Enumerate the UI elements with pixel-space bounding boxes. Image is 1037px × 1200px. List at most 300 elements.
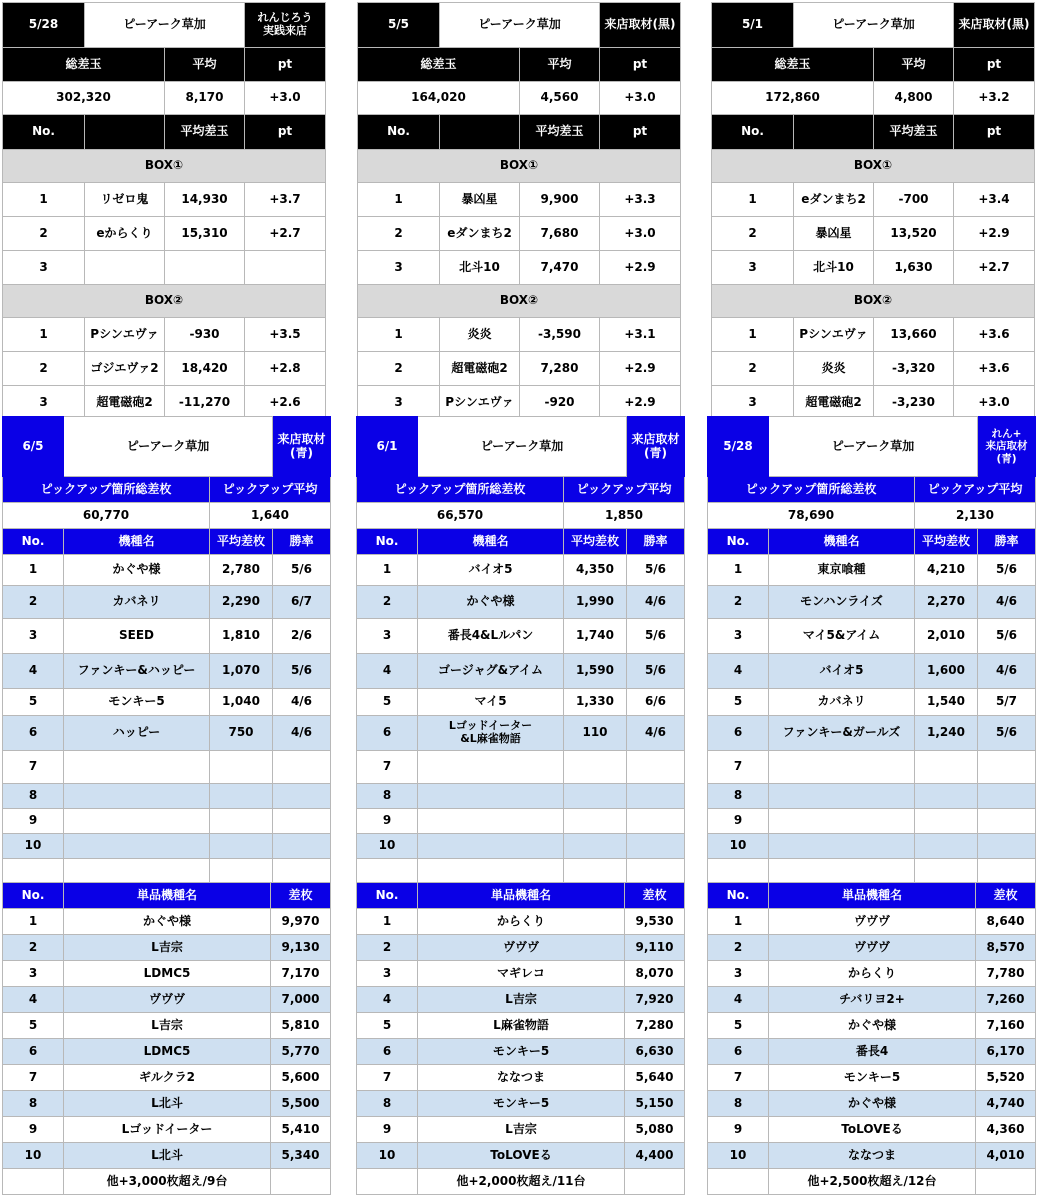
store-name: ピーアーク草加	[418, 417, 627, 477]
avg-diff	[564, 809, 627, 834]
machine-name: LDMC5	[64, 961, 271, 987]
row-no: 6	[3, 1039, 64, 1065]
row-no: 6	[708, 1039, 769, 1065]
row-no: 3	[358, 386, 440, 420]
machine-name: ファンキー&ハッピー	[64, 654, 210, 689]
single-header-diff: 差枚	[625, 883, 685, 909]
store-name: ピーアーク草加	[794, 3, 954, 48]
machine-name: Lゴッドイーター &L麻雀物語	[418, 716, 564, 751]
pt-value: +2.9	[954, 217, 1035, 251]
col-header-blank	[85, 115, 165, 150]
row-no: 9	[708, 809, 769, 834]
row-no: 2	[712, 217, 794, 251]
win-rate	[273, 834, 331, 859]
ranking-panel-top-3	[711, 2, 1034, 420]
avg-diff	[915, 784, 978, 809]
single-row	[708, 1091, 1036, 1117]
win-rate: 6/7	[273, 586, 331, 619]
machine-name: Pシンエヴァ	[440, 386, 520, 420]
single-row	[357, 987, 685, 1013]
row-no: 2	[3, 586, 64, 619]
row-no: 3	[712, 386, 794, 420]
machine-name: 超電磁砲2	[440, 352, 520, 386]
summary-header-pt: pt	[954, 48, 1035, 82]
single-row	[3, 987, 331, 1013]
event-date: 5/28	[708, 417, 769, 477]
avg-diff: 1,070	[210, 654, 273, 689]
row-no: 6	[357, 716, 418, 751]
machine-name: ToLOVEる	[418, 1143, 625, 1169]
col-header-no: No.	[358, 115, 440, 150]
box2-label: BOX②	[712, 285, 1035, 318]
machine-name: ハッピー	[64, 716, 210, 751]
summary-header-total: 総差玉	[3, 48, 165, 82]
win-rate	[273, 784, 331, 809]
table-row	[708, 689, 1036, 716]
single-row	[3, 1065, 331, 1091]
row-no: 6	[357, 1039, 418, 1065]
machine-name: L吉宗	[64, 1013, 271, 1039]
avg-diff: 7,470	[520, 251, 600, 285]
col-header-avg: 平均差玉	[520, 115, 600, 150]
summary-header-average: 平均	[874, 48, 954, 82]
table-row	[3, 784, 331, 809]
avg-diff: 1,810	[210, 619, 273, 654]
machine-name: ななつま	[769, 1143, 976, 1169]
machine-name: チバリヨ2+	[769, 987, 976, 1013]
diff-value: 4,740	[976, 1091, 1036, 1117]
machine-name: マイ5	[418, 689, 564, 716]
pickup-average-value: 2,130	[915, 503, 1036, 529]
machine-name	[418, 751, 564, 784]
single-row	[357, 935, 685, 961]
table-row	[358, 217, 681, 251]
row-no: 8	[357, 784, 418, 809]
box1-label: BOX①	[712, 150, 1035, 183]
avg-diff: 750	[210, 716, 273, 751]
box2-label: BOX②	[358, 285, 681, 318]
table-row	[358, 386, 681, 420]
avg-diff: 1,990	[564, 586, 627, 619]
win-rate: 4/6	[273, 716, 331, 751]
col-header-no: No.	[712, 115, 794, 150]
diff-value: 7,280	[625, 1013, 685, 1039]
machine-name: ななつま	[418, 1065, 625, 1091]
machine-name: ゴジエヴァ2	[85, 352, 165, 386]
single-row	[3, 961, 331, 987]
avg-diff: -11,270	[165, 386, 245, 420]
summary-header-total: 総差玉	[712, 48, 874, 82]
row-no: 10	[3, 834, 64, 859]
single-row	[708, 935, 1036, 961]
machine-name: ToLOVEる	[769, 1117, 976, 1143]
avg-diff: 13,520	[874, 217, 954, 251]
row-no: 7	[708, 1065, 769, 1091]
table-row	[3, 689, 331, 716]
row-no: 4	[357, 987, 418, 1013]
row-no: 1	[3, 183, 85, 217]
col-header-machine: 機種名	[769, 529, 915, 555]
machine-name: かぐや様	[418, 586, 564, 619]
machine-name: ファンキー&ガールズ	[769, 716, 915, 751]
row-no: 9	[3, 809, 64, 834]
table-row	[712, 183, 1035, 217]
row-no: 8	[708, 1091, 769, 1117]
single-header-no: No.	[708, 883, 769, 909]
machine-name: 炎炎	[440, 318, 520, 352]
pt-value: +2.7	[954, 251, 1035, 285]
table-row	[712, 251, 1035, 285]
row-no: 1	[708, 909, 769, 935]
table-row	[358, 251, 681, 285]
pt-value: +3.7	[245, 183, 326, 217]
col-header-machine: 機種名	[64, 529, 210, 555]
avg-diff: 13,660	[874, 318, 954, 352]
diff-value: 7,780	[976, 961, 1036, 987]
table-row	[3, 352, 326, 386]
table-row	[708, 716, 1036, 751]
machine-name: SEED	[64, 619, 210, 654]
pt-value: +3.6	[954, 318, 1035, 352]
machine-name: 番長4&Lルパン	[418, 619, 564, 654]
table-row	[708, 784, 1036, 809]
event-note: れん+ 来店取材 (青)	[978, 417, 1036, 477]
table-row	[358, 183, 681, 217]
pt-value	[245, 251, 326, 285]
spacer-cell	[915, 859, 978, 883]
diff-value: 6,170	[976, 1039, 1036, 1065]
single-row	[357, 1013, 685, 1039]
pt-value: +2.8	[245, 352, 326, 386]
row-no: 7	[357, 751, 418, 784]
pt-value: +3.0	[954, 386, 1035, 420]
machine-name: かぐや様	[769, 1091, 976, 1117]
avg-diff: -930	[165, 318, 245, 352]
single-row	[357, 1091, 685, 1117]
table-row	[357, 716, 685, 751]
table-row	[3, 619, 331, 654]
row-no: 3	[3, 961, 64, 987]
single-row	[3, 935, 331, 961]
row-no: 4	[3, 987, 64, 1013]
diff-value: 5,600	[271, 1065, 331, 1091]
machine-name: ヴヴヴ	[769, 935, 976, 961]
row-no: 9	[3, 1117, 64, 1143]
row-no: 1	[358, 183, 440, 217]
col-header-avg: 平均差枚	[564, 529, 627, 555]
machine-name: ゴージャグ&アイム	[418, 654, 564, 689]
store-name: ピーアーク草加	[64, 417, 273, 477]
machine-name	[769, 784, 915, 809]
col-header-avg: 平均差枚	[915, 529, 978, 555]
diff-value: 9,130	[271, 935, 331, 961]
pt-value: +3.0	[600, 217, 681, 251]
row-no: 2	[3, 352, 85, 386]
row-no: 2	[358, 217, 440, 251]
store-name: ピーアーク草加	[85, 3, 245, 48]
machine-name: ヴヴヴ	[418, 935, 625, 961]
row-no: 3	[3, 251, 85, 285]
row-no: 4	[357, 654, 418, 689]
machine-name: Pシンエヴァ	[794, 318, 874, 352]
table-row	[712, 352, 1035, 386]
pt-value: +2.9	[600, 386, 681, 420]
col-header-winrate: 勝率	[627, 529, 685, 555]
spacer-cell	[3, 859, 64, 883]
diff-value: 5,080	[625, 1117, 685, 1143]
win-rate	[627, 834, 685, 859]
machine-name: L北斗	[64, 1091, 271, 1117]
table-row	[708, 654, 1036, 689]
avg-diff: -3,590	[520, 318, 600, 352]
win-rate: 5/6	[627, 654, 685, 689]
table-row	[3, 834, 331, 859]
machine-name: バイオ5	[769, 654, 915, 689]
row-no: 2	[357, 935, 418, 961]
row-no: 2	[708, 586, 769, 619]
row-no: 2	[712, 352, 794, 386]
avg-diff: 7,680	[520, 217, 600, 251]
pickup-average-value: 1,640	[210, 503, 331, 529]
summary-average-value: 4,800	[874, 82, 954, 115]
machine-name	[418, 784, 564, 809]
footer-blank	[357, 1169, 418, 1195]
single-header-diff: 差枚	[271, 883, 331, 909]
row-no: 3	[708, 619, 769, 654]
avg-diff: 1,040	[210, 689, 273, 716]
win-rate	[273, 809, 331, 834]
table-row	[357, 834, 685, 859]
row-no: 8	[3, 784, 64, 809]
col-header-avg: 平均差枚	[210, 529, 273, 555]
single-row	[708, 961, 1036, 987]
row-no: 2	[708, 935, 769, 961]
row-no: 1	[3, 318, 85, 352]
single-row	[3, 1013, 331, 1039]
col-header-machine: 機種名	[418, 529, 564, 555]
avg-diff	[915, 809, 978, 834]
event-date: 5/1	[712, 3, 794, 48]
summary-average-value: 4,560	[520, 82, 600, 115]
diff-value: 5,410	[271, 1117, 331, 1143]
ranking-panel-top-2	[357, 2, 680, 420]
pickup-average-header: ピックアップ平均	[915, 477, 1036, 503]
pt-value: +3.4	[954, 183, 1035, 217]
single-row	[708, 1039, 1036, 1065]
machine-name	[64, 809, 210, 834]
spacer-cell	[418, 859, 564, 883]
diff-value: 4,400	[625, 1143, 685, 1169]
machine-name: マイ5&アイム	[769, 619, 915, 654]
win-rate: 4/6	[978, 586, 1036, 619]
row-no: 10	[708, 834, 769, 859]
footer-blank	[625, 1169, 685, 1195]
row-no: 3	[357, 619, 418, 654]
pickup-total-header: ピックアップ箇所総差枚	[357, 477, 564, 503]
avg-diff: 1,740	[564, 619, 627, 654]
single-row	[708, 1013, 1036, 1039]
row-no: 1	[357, 909, 418, 935]
avg-diff: -3,230	[874, 386, 954, 420]
table-row	[3, 183, 326, 217]
table-row	[708, 555, 1036, 586]
machine-name: L吉宗	[418, 1117, 625, 1143]
table-row	[3, 654, 331, 689]
footer-blank	[271, 1169, 331, 1195]
table-row	[712, 318, 1035, 352]
spacer-cell	[210, 859, 273, 883]
row-no: 6	[708, 716, 769, 751]
pickup-average-header: ピックアップ平均	[210, 477, 331, 503]
win-rate: 4/6	[627, 716, 685, 751]
avg-diff: 1,240	[915, 716, 978, 751]
machine-name: かぐや様	[769, 1013, 976, 1039]
avg-diff: 15,310	[165, 217, 245, 251]
win-rate: 6/6	[627, 689, 685, 716]
single-header-machine: 単品機種名	[64, 883, 271, 909]
spacer-cell	[978, 859, 1036, 883]
diff-value: 7,260	[976, 987, 1036, 1013]
avg-diff: 1,630	[874, 251, 954, 285]
avg-diff	[564, 784, 627, 809]
table-row	[712, 386, 1035, 420]
box1-label: BOX①	[3, 150, 326, 183]
row-no: 3	[3, 386, 85, 420]
machine-name: モンキー5	[418, 1091, 625, 1117]
table-row	[712, 217, 1035, 251]
machine-name: Lゴッドイーター	[64, 1117, 271, 1143]
summary-header-total: 総差玉	[358, 48, 520, 82]
avg-diff: 18,420	[165, 352, 245, 386]
win-rate: 5/6	[978, 619, 1036, 654]
diff-value: 9,970	[271, 909, 331, 935]
pt-value: +2.7	[245, 217, 326, 251]
row-no: 2	[358, 352, 440, 386]
machine-name: ギルクラ2	[64, 1065, 271, 1091]
avg-diff: 14,930	[165, 183, 245, 217]
row-no: 5	[3, 689, 64, 716]
box1-label: BOX①	[358, 150, 681, 183]
single-row	[708, 1065, 1036, 1091]
table-row	[358, 318, 681, 352]
win-rate	[627, 751, 685, 784]
avg-diff: 1,540	[915, 689, 978, 716]
single-row	[708, 987, 1036, 1013]
pt-value: +3.6	[954, 352, 1035, 386]
win-rate: 5/6	[978, 555, 1036, 586]
row-no: 4	[3, 654, 64, 689]
pickup-total-value: 60,770	[3, 503, 210, 529]
machine-name: eからくり	[85, 217, 165, 251]
table-row	[357, 619, 685, 654]
col-header-avg: 平均差玉	[165, 115, 245, 150]
event-date: 5/28	[3, 3, 85, 48]
table-row	[3, 217, 326, 251]
row-no: 8	[708, 784, 769, 809]
single-row	[3, 1091, 331, 1117]
avg-diff: -920	[520, 386, 600, 420]
footer-note: 他+2,000枚超え/11台	[418, 1169, 625, 1195]
win-rate: 5/6	[273, 654, 331, 689]
single-row	[357, 1065, 685, 1091]
machine-name: モンハンライズ	[769, 586, 915, 619]
summary-header-average: 平均	[165, 48, 245, 82]
table-row	[357, 809, 685, 834]
avg-diff: 4,350	[564, 555, 627, 586]
table-row	[3, 555, 331, 586]
win-rate: 4/6	[978, 654, 1036, 689]
row-no: 3	[358, 251, 440, 285]
col-header-avg: 平均差玉	[874, 115, 954, 150]
event-date: 6/1	[357, 417, 418, 477]
win-rate	[978, 784, 1036, 809]
table-row	[357, 654, 685, 689]
machine-name: eダンまち2	[794, 183, 874, 217]
col-header-blank	[794, 115, 874, 150]
summary-pt-value: +3.0	[245, 82, 326, 115]
machine-name: L北斗	[64, 1143, 271, 1169]
col-header-no: No.	[3, 529, 64, 555]
diff-value: 7,160	[976, 1013, 1036, 1039]
row-no: 7	[3, 1065, 64, 1091]
footer-note: 他+3,000枚超え/9台	[64, 1169, 271, 1195]
row-no: 10	[357, 834, 418, 859]
diff-value: 5,150	[625, 1091, 685, 1117]
machine-name: かぐや様	[64, 909, 271, 935]
single-row	[3, 1117, 331, 1143]
avg-diff: 1,590	[564, 654, 627, 689]
machine-name: モンキー5	[64, 689, 210, 716]
single-row	[357, 1039, 685, 1065]
diff-value: 5,810	[271, 1013, 331, 1039]
machine-name: からくり	[769, 961, 976, 987]
summary-header-pt: pt	[600, 48, 681, 82]
summary-header-average: 平均	[520, 48, 600, 82]
row-no: 5	[708, 1013, 769, 1039]
avg-diff	[210, 784, 273, 809]
avg-diff: 2,780	[210, 555, 273, 586]
machine-name: カバネリ	[769, 689, 915, 716]
machine-name	[769, 809, 915, 834]
table-row	[358, 352, 681, 386]
table-row	[357, 586, 685, 619]
win-rate	[978, 809, 1036, 834]
win-rate: 4/6	[273, 689, 331, 716]
table-row	[3, 251, 326, 285]
machine-name	[418, 834, 564, 859]
ranking-panel-bottom-2	[356, 416, 684, 1195]
row-no: 8	[3, 1091, 64, 1117]
avg-diff	[915, 751, 978, 784]
table-row	[708, 834, 1036, 859]
row-no: 1	[712, 183, 794, 217]
row-no: 1	[3, 909, 64, 935]
avg-diff	[564, 751, 627, 784]
machine-name: ヴヴヴ	[64, 987, 271, 1013]
avg-diff: 110	[564, 716, 627, 751]
avg-diff	[165, 251, 245, 285]
table-row	[3, 716, 331, 751]
avg-diff	[210, 834, 273, 859]
summary-header-pt: pt	[245, 48, 326, 82]
table-row	[357, 689, 685, 716]
event-note: れんじろう 実践来店	[245, 3, 326, 48]
machine-name: L吉宗	[64, 935, 271, 961]
row-no: 1	[3, 555, 64, 586]
pickup-total-header: ピックアップ箇所総差枚	[3, 477, 210, 503]
pt-value: +2.6	[245, 386, 326, 420]
win-rate: 5/6	[627, 619, 685, 654]
